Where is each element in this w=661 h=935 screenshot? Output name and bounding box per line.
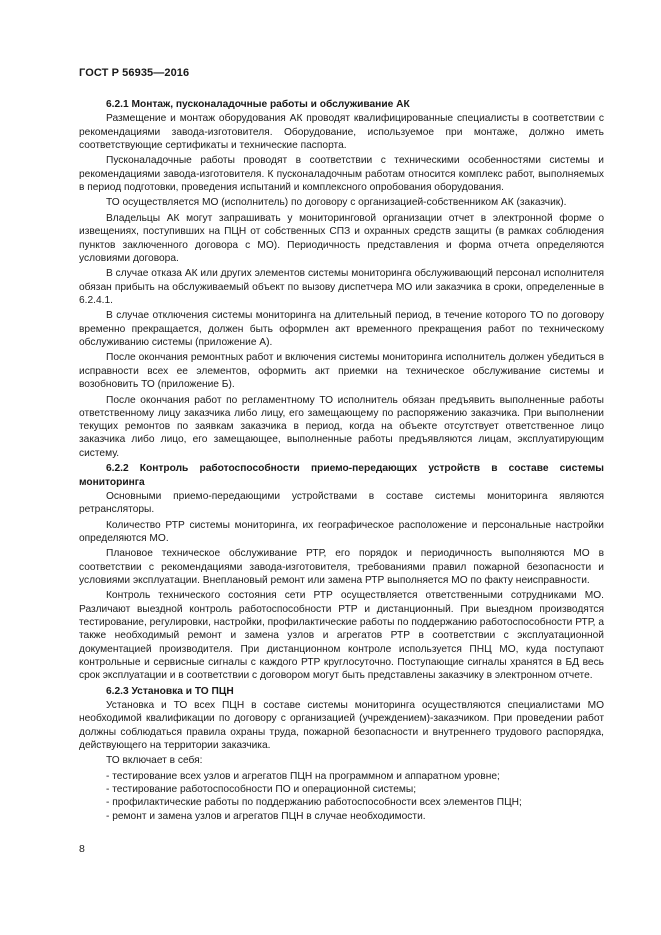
section-heading-6-2-2: 6.2.2 Контроль работоспособности приемо-передающих устройств в составе системы мониторинга — [79, 463, 604, 488]
list-item: - ремонт и замена узлов и агрегатов ПЦН в случае необходимости. — [106, 810, 426, 822]
paragraph: После окончания ремонтных работ и включения системы мониторинга исполнитель должен убедиться в исправности всех ее элементов, оформить акт приемки на техническое обслуживание системы и возобновить ТО (приложение Б). — [79, 352, 604, 391]
paragraph: Пусконаладочные работы проводят в соответствии с техническими особенностями системы и рекомендациями завода-изготовителя. К пусконаладочным работам относится комплекс работ, выполняемых в период подготовки, проведения испытаний и комплексного опробования оборудования. — [79, 155, 604, 193]
paragraph: Основными приемо-передающими устройствами в составе системы мониторинга являются ретрансляторы. — [79, 490, 604, 516]
section-heading-6-2-1: 6.2.1 Монтаж, пусконаладочные работы и обслуживание АК — [106, 99, 410, 110]
list-item: - тестирование всех узлов и агрегатов ПЦН на программном и аппаратном уровне; — [106, 770, 500, 782]
paragraph: Контроль технического состояния сети РТР осуществляется ответственными сотрудниками МО. Различают выездной контроль работоспособности РТР и дистанционный. При выездном производятся тестирование, регулировки, настройки, профилактические работы по поддержанию работоспособности РТР, а также необходимый ремонт и замена узлов и агрегатов РТР в соответствии с эксплуатационной документацией производителя. При дистанционном контроле используется ПНЦ МО, куда поступают контрольные и сервисные сигналы с каждого РТР круглосуточно. Поступающие сигналы хранятся в БД весь срок эксплуатации и в соответствии с договором могут быть представлены заказчику в электронном отчете. — [79, 590, 604, 682]
paragraph: ТО осуществляется МО (исполнитель) по договору с организацией-собственником АК (заказчик). — [106, 197, 567, 209]
section-heading-6-2-3: 6.2.3 Установка и ТО ПЦН — [106, 685, 234, 697]
paragraph: ТО включает в себя: — [106, 755, 203, 767]
document-code-header: ГОСТ Р 56935—2016 — [79, 67, 190, 79]
page-body — [79, 98, 604, 823]
paragraph: Владельцы АК могут запрашивать у мониторинговой организации отчет в электронной форме о извещениях, поступивших на ПЦН от собственных СПЗ и охранных средств защиты (в рамках соблюдения пунктов заключенного договора с МО). Периодичность представления и форма отчета определяются условиями договора. — [79, 212, 604, 264]
paragraph: Установка и ТО всех ПЦН в составе системы мониторинга осуществляются специалистами МО необходимой квалификации по договору с организацией (учреждением)-заказчиком. При проведении работ должны соблюдаться правила охраны труда, пожарной безопасности и внутреннего трудового распорядка, действующего на территории заказчика. — [79, 700, 604, 751]
paragraph: Количество РТР системы мониторинга, их географическое расположение и персональные настройки определяются МО. — [79, 519, 604, 544]
paragraph: После окончания работ по регламентному ТО исполнитель обязан предъявить выполненные работы ответственному лицу заказчика либо лицу, его замещающему по распоряжению заказчика. При выполнении текущих ремонтов по заявкам заказчика в период, когда на объекте отсутствует ответственное лицо заказчика либо лицо, его замещающее, выполненные работы предъявляются лицам, эксплуатирующим систему. — [79, 394, 604, 459]
paragraph: Плановое техническое обслуживание РТР, его порядок и периодичность выполняются МО в соответствии с рекомендациями завода-изготовителя, требованиями правил пожарной безопасности и условиями эксплуатации. Внеплановый ремонт или замена РТР выполняется МО по факту неисправности. — [79, 548, 604, 586]
list-item: - профилактические работы по поддержанию работоспособности всех элементов ПЦН; — [106, 797, 522, 809]
page-number: 8 — [79, 843, 85, 855]
paragraph: В случае отказа АК или других элементов системы мониторинга обслуживающий персонал исполнителя обязан прибыть на обслуживаемый объект по вызову диспетчера МО или заказчика в сроки, определенные в 6.2.4.1. — [79, 268, 604, 306]
paragraph: В случае отключения системы мониторинга на длительный период, в течение которого ТО по договору временно прекращается, должен быть оформлен акт временного прекращения работ по техническому обслуживанию системы (приложение А). — [79, 310, 604, 348]
paragraph: Размещение и монтаж оборудования АК проводят квалифицированные специалисты в соответствии с рекомендациями завода-изготовителя. Оборудование, используемое при монтаже, должно иметь соответствующие сертификаты и технические паспорта. — [79, 113, 604, 151]
list-item: - тестирование работоспособности ПО и операционной системы; — [106, 784, 417, 796]
